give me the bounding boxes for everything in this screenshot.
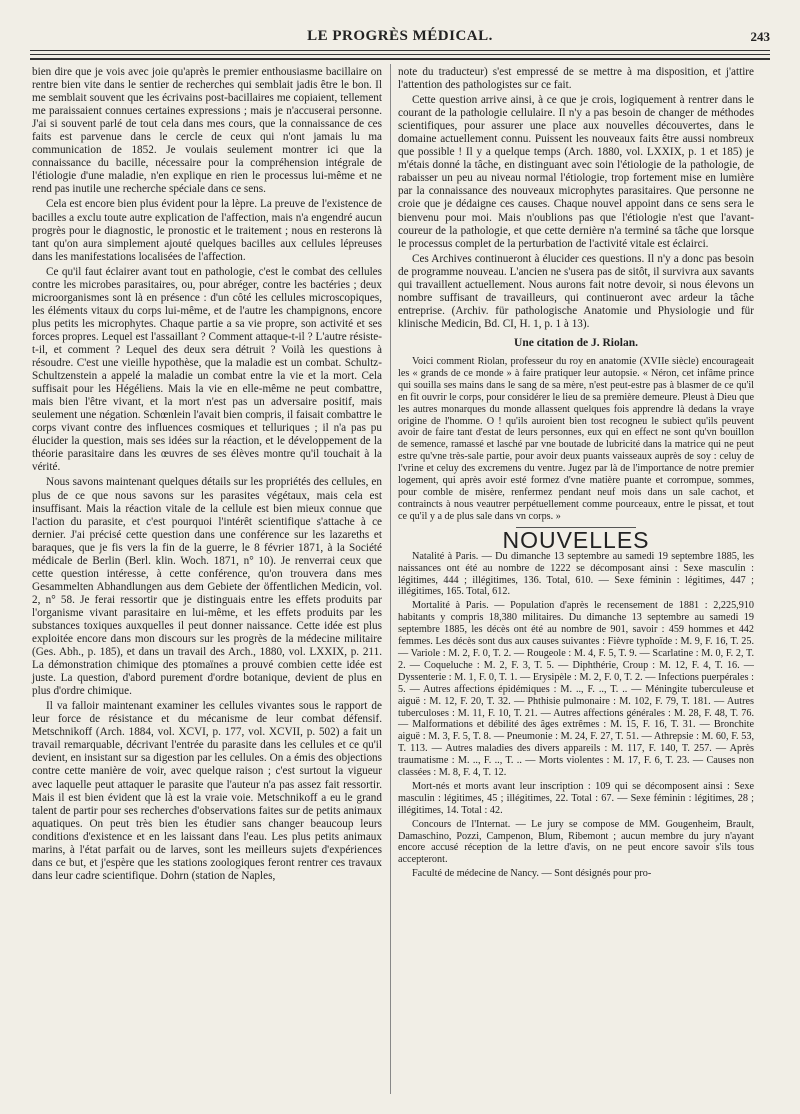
page-header xyxy=(30,28,770,50)
paragraph: note du traducteur) s'est empressé de se mettre à ma disposition, et j'attire l'attention des pathologistes sur ce fait. xyxy=(398,66,754,92)
paragraph: Il va falloir maintenant examiner les cellules vivantes sous le rapport de leur force de résistance et du mécanisme de leur combat défensif. Metschnikoff (Arch. 1884, vol. XCVI, p. 177, vol. XCVII, p. 502) a fait un travail remarquable, décrivant l'entrée du parasite dans les cellules et ce qu'il devient, en insistant sur sa digestion par les cellules. On a émis des objections contre cette manière de voir, avec quelque raison ; c'est surtout la vigueur avec laquelle peut attaquer le parasite que l'auteur n'a pas assez fait ressortir. Mais il est bien évident que là est la vraie voie. Metschnikoff a eu le grand talent de partir pour ses recherches d'observations faites sur de petits animaux aquatiques. On peut très bien les étudier sans changer beaucoup leurs conditions d'existence et en les laissant dans l'eau. Les plus petits animaux marins, à l'état parfait ou de larves, sont les meilleurs sujets d'expériences dans ce but, et j'espère que les stations zoologiques feront rentrer ces travaux dans leur cadre scientifique. Dohrn (station de Naples, xyxy=(32,700,382,882)
news-item: Mortalité à Paris. — Population d'après le recensement de 1881 : 2,225,910 habitants y compris 18,380 militaires. Du dimanche 13 septembre au samedi 19 septembre 1885, les décès ont été au nombre de 901, savoir : 459 hommes et 442 femmes. Les décès sont dus aux causes suivantes : Fièvre typhoïde : M. 9, F. 16, T. 25. — Variole : M. 2, F. 0, T. 2. — Rougeole : M. 4, F. 5, T. 9. — Scarlatine : M. 0, F. 2, T. 2. — Coqueluche : M. 2, F. 3, T. 5. — Diphthérie, Croup : M. 12, F. 4, T. 16. — Dyssenterie : M. 1, F. 0, T. 1. — Erysipèle : M. 2, F. 0, T. 2. — Infections puerpérales : 5. — Autres affections épidémiques : M. .., F. .., T. .. — Méningite tuberculeuse et aiguë : M. 12, F. 20, T. 32. — Phthisie pulmonaire : M. 102, F. 79, T. 181. — Autres tuberculoses : M. 11, F. 10, T. 21. — Autres affections générales : M. 28, F. 48, T. 76. — Malformations et débilité des âges extrêmes : M. 15, F. 16, T. 31. — Bronchite aiguë : M. 3, F. 5, T. 8. — Pneumonie : M. 24, F. 27, T. 51. — Athrepsie : M. 60, F. 53, T. 113. — Autres maladies des divers appareils : M. 117, F. 140, T. 257. — Après traumatisme : M. .., F. .., T. .. — Morts violentes : M. 17, F. 6, T. 23. — Causes non classées : M. 8, F. 4, T. 12. xyxy=(398,600,754,779)
citation-text: Voici comment Riolan, professeur du roy en anatomie (XVIIe siècle) encourageait les « grands de ce monde » à faire pratiquer leur autopsie. « Néron, cet infâme prince qui souilla ses mains dans le sang de sa mère, n'est peut-estre pas à blasmer de ce qu'il en fit ouvrir le corps, pour considérer le lieu de sa première demeure. Pleust à Dieu que les autres monarques du monde allassent quelques fois apprendre là dedans la vraye origine de l'homme. O ! qu'ils auroient bien tost recogneu le subiect qu'ils peuvent avoir de faire tant d'estat de leurs personnes, eux qui en effect ne sont qu'vn bouillon de semence, ramassé et lasché par vne boutade de lubricité dans la matrice qui ne peut estre qu'vne très-sale partie, pour avoir deux puants vaisseaux auprès de soy : celuy de l'vrine et celuy des excremens du ventre. Jugez par là de l'importance de notre premier logement, qui après avoir esté formez d'vne matière puante et corrompue, sommes, pour comble de misère, renfermez pendant neuf mois dans un sale cachot, et contraincts à nous veautrer perpétuellement comme pourceaux, entre le pissat, et tout ce qu'il y a de plus sale dans vn corps. » xyxy=(398,355,754,522)
left-column xyxy=(32,66,382,885)
paragraph: Ces Archives continueront à élucider ces questions. Il n'y a donc pas besoin de programme nouveau. L'ancien ne s'usera pas de sitôt, il survivra aux savants qui travaillent actuellement. Nous aurons fait notre devoir, si nous élevons un nombre suffisant de travailleurs, qui continueront avec ardeur la tâche entreprise. (Archiv. für pathologische Anatomie und Physiologie und für klinische Medicin, Bd. CI, H. 1, p. 1 à 13). xyxy=(398,252,754,330)
header-rule xyxy=(30,58,770,60)
paragraph: Nous savons maintenant quelques détails sur les propriétés des cellules, en plus de ce que nous savons sur les parasites végétaux, mais cela est insuffisant. Mais la réaction vitale de la cellule est bien mieux connue que l'action du parasite, et c'est pourquoi l'intérêt scientifique s'attache à ce dernier. J'ai précisé cette question dans une conférence sur les lazareths et baraques, que je fis vers la fin de la guerre, le 8 février 1871, à la Société médicale de Berlin (Berl. klin. Woch. 1871, n° 10). Je renverrai ceux que cette question intéresse, à cette conférence, qu'on trouvera dans mes Gesammelten Abhandlungen aus dem Gebiete der öffentlichen Medicin, vol. 2, n° 58. Je ferai ressortir que je distinguais entre les effets produits par l'organisme vivant parasitaire en lui-même, et les effets produits par les substances toxiques auxquelles il peut donner naissance. Cette idée est plus exploitée encore dans mon discours sur les progrès de la médecine militaire (Ges. Abh., p. 185), et dans un travail des Arch., 1880, vol. LXXIX, p. 211. La démonstration chimique des ptomaïnes a prouvé combien cette idée est juste. La question, d'abord purement d'ordre botanique, devient de plus en plus d'ordre chimique. xyxy=(32,476,382,698)
news-item: Concours de l'Internat. — Le jury se compose de MM. Gougenheim, Brault, Damaschino, Pozzi, Campenon, Blum, Ribemont ; aucun membre du jury n'ayant encore accusé réception de la lettre d'avis, on ne peut encore savoir s'ils tous accepteront. xyxy=(398,818,754,866)
paragraph: Cette question arrive ainsi, à ce que je crois, logiquement à rentrer dans le courant de la pathologie cellulaire. Il n'y a pas besoin de changer de méthodes scientifiques, pour assurer une place aux nouvelles découvertes, dans le domaine actuellement connu. Puissent les nouveaux faits être aussi nombreux que possible ! Il y a quelque temps (Arch. 1880, vol. LXXIX, p. 1 et 185) je m'étais donné la tâche, en distinguant avec soin l'étiologie de la pathologie, de rabaisser un peu au niveau normal l'étiologie, trop fortement mise en lumière par la connaissance des nouveaux microphytes parasitaires. Que personne ne croie que je dédaigne ces causes. Chaque nouvel appoint dans ce sens sera le bienvenu pour moi. Mais n'oublions pas que l'étiologie n'est que l'avant-coureur de la pathologie, et que cette dernière n'a terminé sa tâche que lorsque le processus complet de la perturbation de l'activité vitale est éclairci. xyxy=(398,94,754,250)
journal-title: LE PROGRÈS MÉDICAL. xyxy=(307,28,493,44)
section-divider xyxy=(516,527,636,528)
right-column xyxy=(398,66,754,882)
header-rule xyxy=(30,50,770,51)
section-heading: Une citation de J. Riolan. xyxy=(514,336,638,349)
news-item: Faculté de médecine de Nancy. — Sont désignés pour pro- xyxy=(412,868,652,880)
news-item: Mort-nés et morts avant leur inscription : 109 qui se décomposent ainsi : Sexe masculin : légitimes, 45 ; illégitimes, 22. Total : 67. — Sexe féminin : légitimes, 28 ; illégitimes, 14. Total : 42. xyxy=(398,780,754,816)
paragraph: Ce qu'il faut éclairer avant tout en pathologie, c'est le combat des cellules contre les microbes parasitaires, ou, pour abréger, contre les bactéries ; deux microorganismes sont là en présence : d'un côté les cellules microscopiques, les éléments vitaux du corps lui-même, et de l'autre les champignons, encore plus petits les microphytes. Chaque partie a sa vie propre, son activité et ses forces propres. Lequel est l'assaillant ? Comment attaque-t-il ? L'autre résiste-t-il, et comment ? Lequel des deux sera détruit ? Voilà les questions à résoudre. C'est une vieille hypothèse, que la maladie est un combat. Schultz-Schultzenstein a appelé la maladie un combat entre la vie et la mort. Cela suffisait pour les Hégéliens. Mais la vie en elle-même ne peut combattre, mais bien l'être vivant, et la mort n'est pas un adversaire positif, mais seulement une négation. Schœnlein l'avait bien compris, il faisait combattre le corps vivant contre des influences cosmiques et telluriques ; il n'a pas pu élucider la question, mais ses idées sur la réaction, et le développement de la théorie parasitaire dans les œuvres de ses élèves montre qu'il touchait à la vérité. xyxy=(32,265,382,474)
page-number: 243 xyxy=(750,29,770,44)
paragraph: bien dire que je vois avec joie qu'après le premier enthousiasme bacillaire on rentre bien vite dans le sentier de recherches qui semblait jadis être le bon. Il me semblait souvent que les écrivains post-bacillaires me copiaient, tellement me paraissaient connues certaines expressions ; mais je n'accuserai personne. J'ai si souvent parlé de tout cela dans mes cours, que la connaissance de ces faits est parvenue dans le cercle de ceux qui n'ont jamais lu ma communication de 1852. Je voulais seulement montrer ici que la connaissance du bacille, nécessaire pour la compréhension intégrale de l'étiologie d'une maladie, n'en explique en rien le processus lui-même et ne rend pas inutile une recherche spéciale dans ce sens. xyxy=(32,66,382,196)
paragraph: Cela est encore bien plus évident pour la lèpre. La preuve de l'existence de bacilles a exclu toute autre explication de l'affection, mais n'a engendré aucun progrès pour le diagnostic, le pronostic et le traitement ; nous en resterons là tant qu'on aura simplement ajouté quelques bacilles aux cellules lépreuses dans les manifestations localisées de l'affection. xyxy=(32,198,382,263)
news-item: Natalité à Paris. — Du dimanche 13 septembre au samedi 19 septembre 1885, les naissances ont été au nombre de 1222 se décomposant ainsi : Sexe masculin : légitimes, 444 ; illégitimes, 136. Total, 610. — Sexe féminin : légitimes, 447 ; illégitimes, 165. Total, 612. xyxy=(398,550,754,598)
column-divider xyxy=(390,64,391,1094)
section-heading: NOUVELLES xyxy=(502,526,650,553)
header-rule xyxy=(30,54,770,55)
